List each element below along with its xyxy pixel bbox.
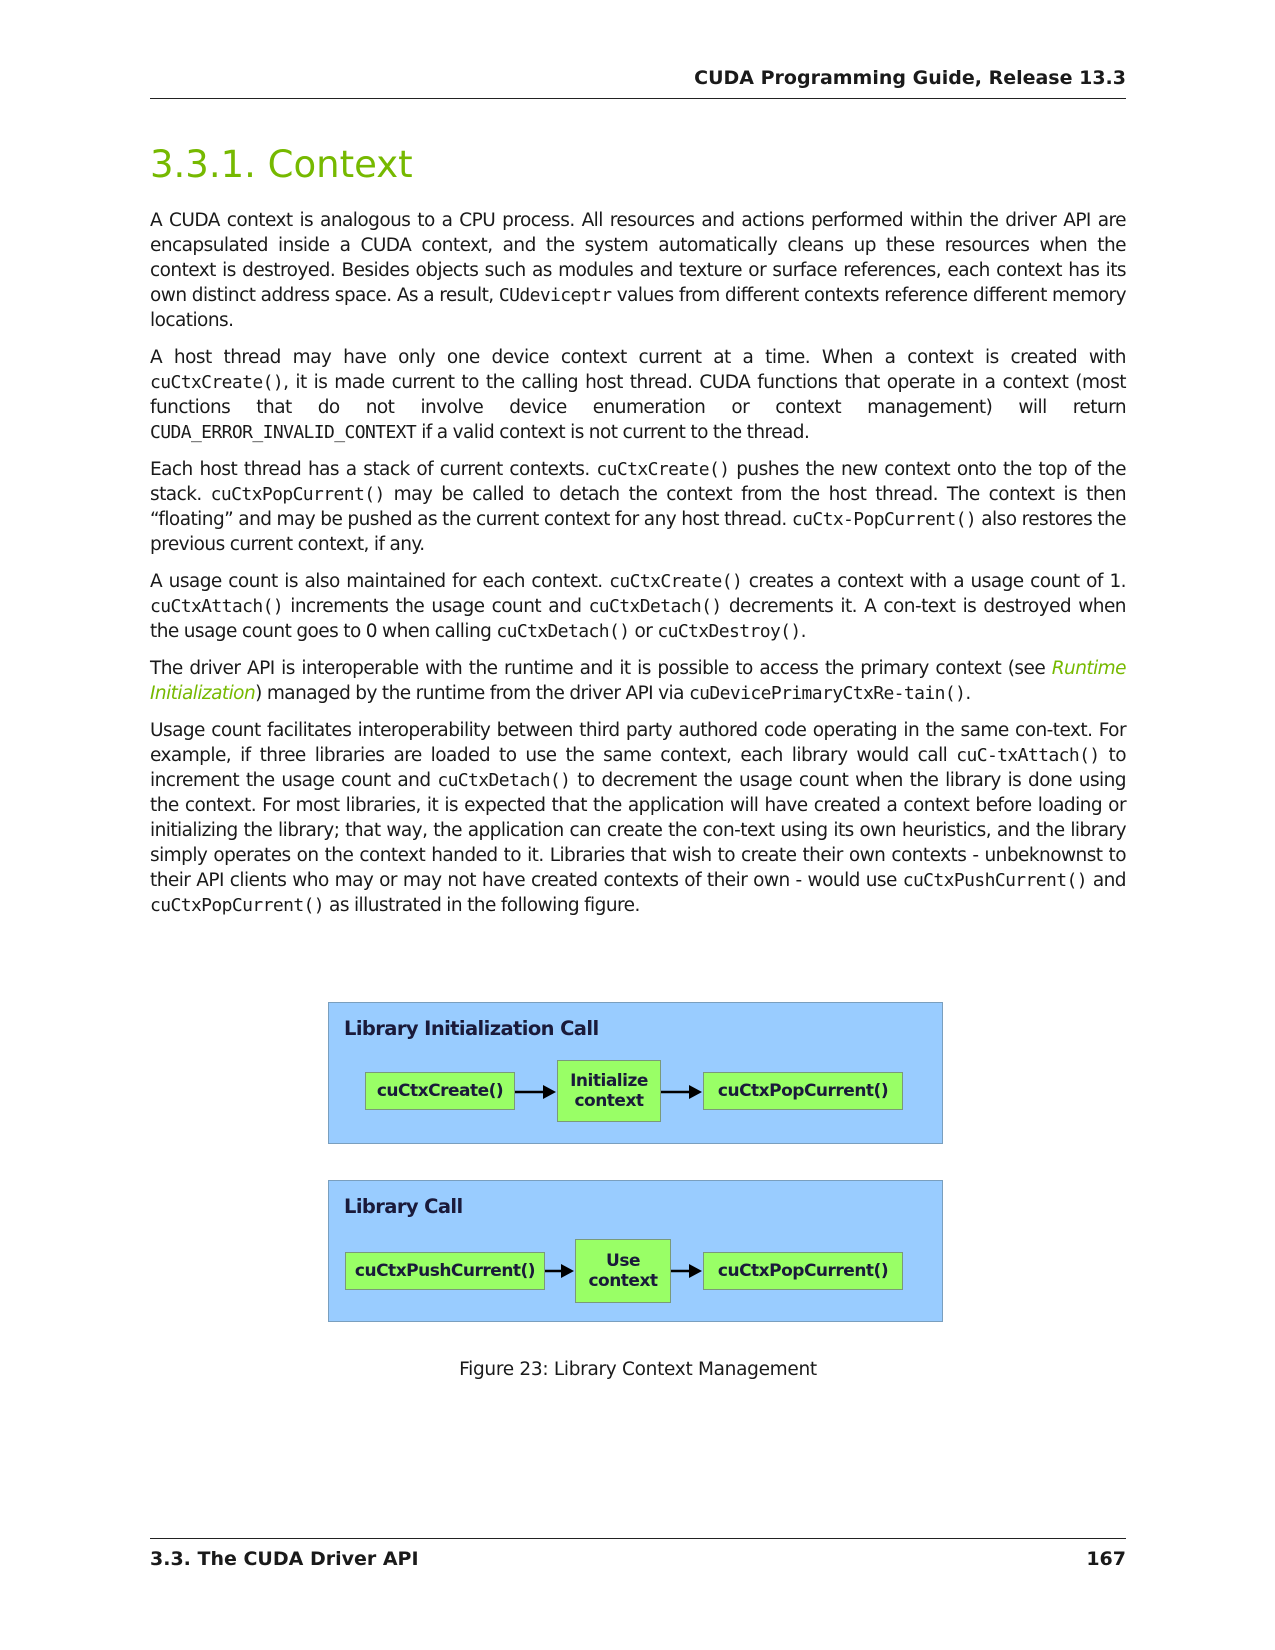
inline-code: cuCtx-PopCurrent() xyxy=(791,509,977,530)
text-run: values from different contexts reference different memory locations. xyxy=(150,285,1127,331)
text-run: if a valid context is not current to the thread. xyxy=(416,422,810,443)
panel-title: Library Initialization Call xyxy=(344,1017,599,1040)
text-run: . xyxy=(800,621,807,642)
text-run: also restores the previous current context, if any. xyxy=(150,509,1126,555)
box-cuctxcreate: cuCtxCreate() xyxy=(365,1072,515,1110)
inline-code: CUdeviceptr xyxy=(498,285,612,306)
cross-reference-link[interactable]: Runtime Initialization xyxy=(150,658,1126,704)
inline-code: cuCtxPopCurrent() xyxy=(210,484,385,505)
footer-rule xyxy=(150,1538,1126,1540)
text-run: . xyxy=(965,683,971,704)
paragraph xyxy=(150,569,1126,644)
text-run: pushes the new context onto the top of the stack. xyxy=(150,459,1126,505)
footer-section: 3.3. The CUDA Driver API xyxy=(150,1548,419,1570)
inline-code: cuCtxCreate() xyxy=(596,459,730,480)
text-run: , it is made current to the calling host thread. CUDA functions that operate in a context (most functions that do not involve device enumeration or context management) will return xyxy=(150,372,1126,418)
running-title: CUDA Programming Guide, Release 13.3 xyxy=(694,67,1126,89)
inline-code: cuCtxDetach() xyxy=(496,621,630,642)
text-run: The driver API is interoperable with the runtime and it is possible to access the primary context (see xyxy=(150,658,1052,679)
text-run: or xyxy=(629,621,658,642)
inline-code: cuCtxDetach() xyxy=(588,596,722,617)
text-run: A CUDA context is analogous to a CPU process. All resources and actions performed within the driver API are encapsulated inside a CUDA context, and the system automatically cleans up these resources when the context is destroyed. Besides objects such as modules and texture or surface references, each context has its own distinct address space. As a result, xyxy=(150,210,1126,306)
inline-code: cuCtxDestroy() xyxy=(657,621,801,642)
page-number: 167 xyxy=(1086,1548,1126,1570)
panel-library-call xyxy=(328,1180,943,1322)
paragraph xyxy=(150,656,1126,706)
inline-code: cuCtxDetach() xyxy=(437,770,571,791)
panel-library-initialization-call xyxy=(328,1002,943,1144)
inline-code: cuCtxCreate() xyxy=(609,571,743,592)
box-cuctxpushcurrent: cuCtxPushCurrent() xyxy=(345,1252,545,1290)
text-run: to increment the usage count and xyxy=(150,745,1126,791)
arrow-right-icon xyxy=(545,1261,575,1281)
inline-code: cuCtxCreate() xyxy=(150,372,284,393)
text-run: to decrement the usage count when the library is done using the context. For most libraries, it is expected that the application will have created a context before loading or initializing the library; that way, the application can create the con-text using its own heuristics, and the library simply operates on the context handed to it. Libraries that wish to create their own contexts - unbeknownst to their API clients who may or may not have created contexts of their own - would use xyxy=(150,770,1126,891)
text-run: Each host thread has a stack of current contexts. xyxy=(150,459,597,480)
panel-title: Library Call xyxy=(344,1195,463,1218)
box-use-context: Use context xyxy=(575,1239,671,1303)
text-run: Usage count facilitates interoperability between third party authored code operating in the same con-text. For example, if three libraries are loaded to use the same context, each library would call xyxy=(150,720,1126,766)
paragraph xyxy=(150,457,1126,557)
arrow-right-icon xyxy=(515,1082,557,1102)
text-run: ) managed by the runtime from the driver API via xyxy=(255,683,689,704)
text-run: increments the usage count and xyxy=(283,596,589,617)
text-run: A host thread may have only one device context current at a time. When a context is created with xyxy=(150,347,1126,368)
text-run: as illustrated in the following figure. xyxy=(324,895,640,916)
inline-code: cuDevicePrimaryCtxRe-tain() xyxy=(688,683,966,704)
inline-code: cuCtxPushCurrent() xyxy=(902,870,1087,891)
paragraph xyxy=(150,208,1126,333)
arrow-right-icon xyxy=(661,1082,703,1102)
figure-caption: Figure 23: Library Context Management xyxy=(459,1359,817,1380)
inline-code: cuC-txAttach() xyxy=(956,745,1100,766)
box-initialize-context: Initialize context xyxy=(557,1060,661,1122)
text-run: creates a context with a usage count of 1. xyxy=(742,571,1126,592)
running-header xyxy=(150,66,1126,99)
text-run: A usage count is also maintained for each context. xyxy=(150,571,610,592)
inline-code: cuCtxAttach() xyxy=(150,596,284,617)
library-context-figure xyxy=(328,1002,943,1322)
body-text xyxy=(150,208,1126,930)
text-run: may be called to detach the context from the host thread. The context is then “floating” and may be pushed as the current context for any host thread. xyxy=(150,484,1127,530)
paragraph xyxy=(150,345,1126,445)
box-cuctxpopcurrent: cuCtxPopCurrent() xyxy=(703,1252,903,1290)
arrow-right-icon xyxy=(671,1261,703,1281)
text-run: decrements it. A con-text is destroyed when the usage count goes to 0 when calling xyxy=(150,596,1126,642)
section-title: 3.3.1. Context xyxy=(150,143,413,186)
text-run: and xyxy=(1086,870,1127,891)
paragraph xyxy=(150,718,1126,918)
inline-code: cuCtxPopCurrent() xyxy=(150,895,325,916)
inline-code: CUDA_ERROR_INVALID_CONTEXT xyxy=(150,422,417,443)
box-cuctxpopcurrent: cuCtxPopCurrent() xyxy=(703,1072,903,1110)
